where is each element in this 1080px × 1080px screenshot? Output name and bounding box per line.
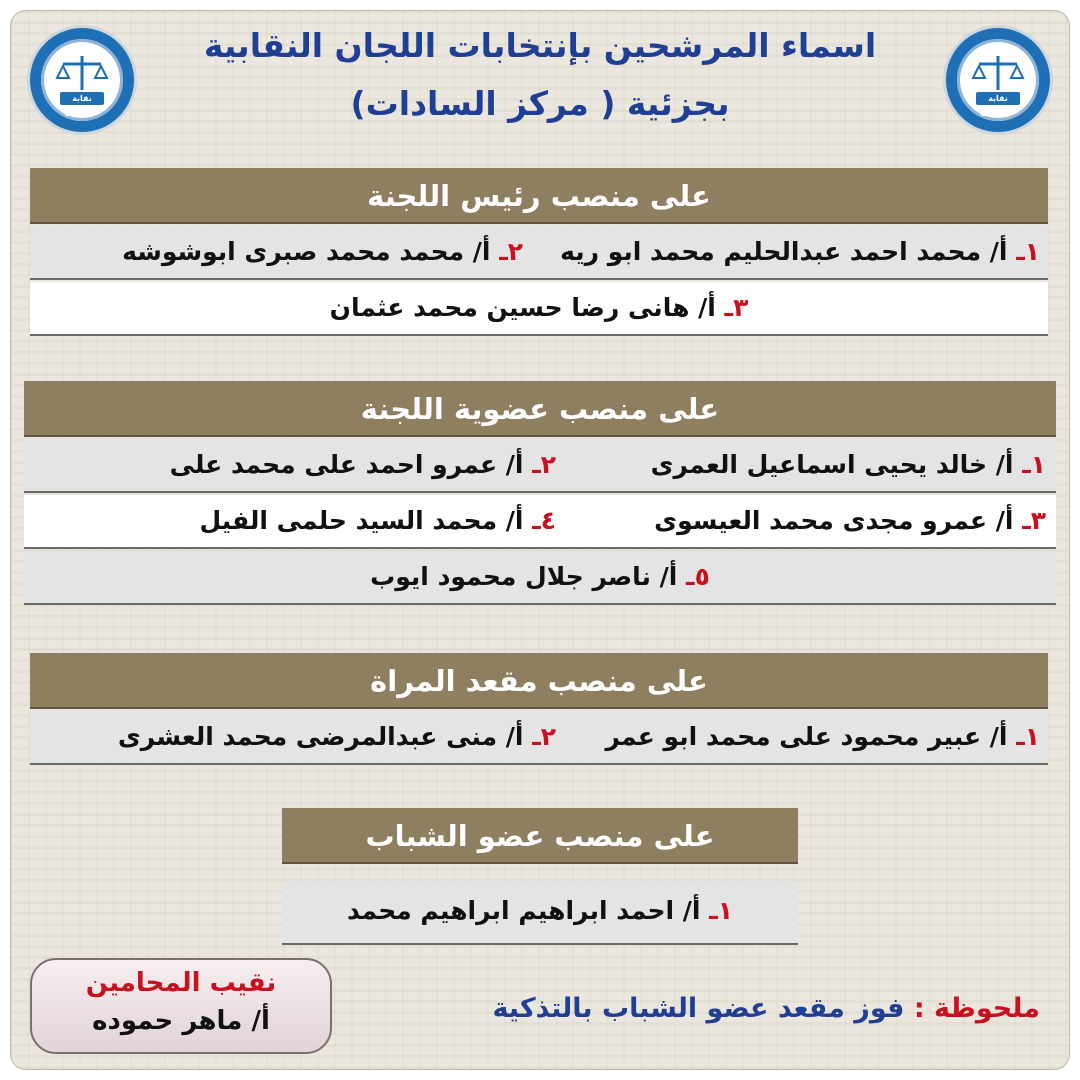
table-row xyxy=(30,711,1048,765)
table-row xyxy=(24,551,1056,605)
note-text: فوز مقعد عضو الشباب بالتذكية xyxy=(492,993,905,1024)
section-header-youth-member: على منصب عضو الشباب xyxy=(282,808,798,864)
lawyers-syndicate-logo-right xyxy=(946,28,1050,132)
section-header-womens-seat: على منصب مقعد المراة xyxy=(30,653,1048,709)
candidate-entry: ٢ـ أ/ محمد محمد صبرى ابوشوشه xyxy=(122,237,523,266)
logo-text-left: نقابة المحامين xyxy=(64,94,100,116)
candidate-entry: ٤ـ أ/ محمد السيد حلمى الفيل xyxy=(199,506,556,535)
candidate-entry: ٣ـ أ/ عمرو مجدى محمد العيسوى xyxy=(654,506,1046,535)
candidate-entry: ١ـ أ/ خالد يحيى اسماعيل العمرى xyxy=(650,450,1046,479)
table-row xyxy=(30,282,1048,336)
section-header-committee-members: على منصب عضوية اللجنة xyxy=(24,381,1056,437)
candidate-entry: ١ـ أ/ عبير محمود على محمد ابو عمر xyxy=(605,722,1040,751)
syndicate-head-box xyxy=(30,958,332,1054)
candidate-entry: ٢ـ أ/ منى عبدالمرضى محمد العشرى xyxy=(117,722,556,751)
footer-note xyxy=(492,993,1040,1024)
candidate-entry: ٥ـ أ/ ناصر جلال محمود ايوب xyxy=(370,562,710,591)
candidate-entry: ١ـ أ/ محمد احمد عبدالحليم محمد ابو ريه xyxy=(560,237,1040,266)
candidate-entry: ٢ـ أ/ عمرو احمد على محمد على xyxy=(169,450,556,479)
candidate-entry: ١ـ أ/ احمد ابراهيم ابراهيم محمد xyxy=(347,896,733,925)
note-label: ملحوظة : xyxy=(913,993,1040,1024)
page-title: اسماء المرشحين بإنتخابات اللجان النقابية xyxy=(203,26,877,65)
syndicate-head-name: أ/ ماهر حموده xyxy=(92,1006,270,1036)
table-row xyxy=(24,495,1056,549)
lawyers-syndicate-logo-left xyxy=(30,28,134,132)
table-row xyxy=(24,439,1056,493)
logo-text-right: نقابة المحامين xyxy=(980,94,1016,116)
section-header-committee-head: على منصب رئيس اللجنة xyxy=(30,168,1048,224)
page-subtitle: بجزئية ( مركز السادات) xyxy=(350,84,730,123)
table-row xyxy=(30,226,1048,280)
syndicate-head-title: نقيب المحامين xyxy=(85,968,277,998)
candidate-entry: ٣ـ أ/ هانى رضا حسين محمد عثمان xyxy=(329,293,749,322)
table-row xyxy=(282,881,798,945)
